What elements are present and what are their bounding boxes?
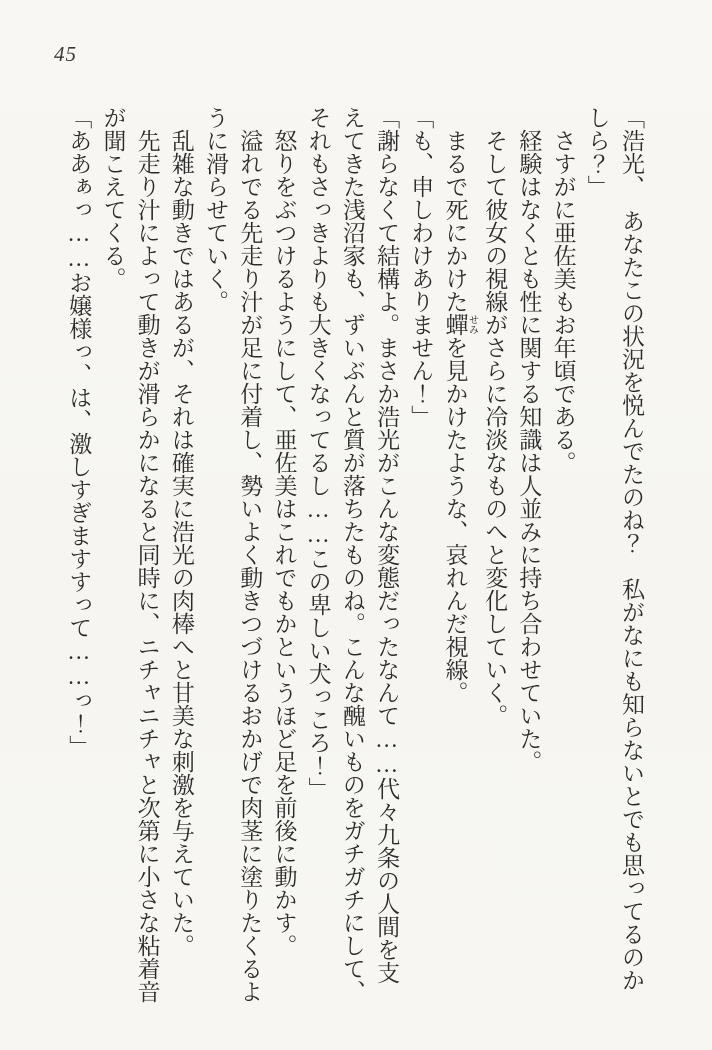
ruby-base-text: 蟬 — [442, 313, 468, 336]
ruby-before-text: まるで死にかけた — [442, 129, 468, 313]
paragraph-narrative: 溢れでる先走り汁が足に付着し、勢いよく動きつづけるおかげで肉茎に塗りたくるように滑らせていく。 — [203, 106, 263, 1003]
paragraph-narrative: 経験はなくとも性に関する知識は人並みに持ち合わせていた。 — [516, 129, 542, 773]
paragraph-dialogue: 「浩光、 あなたこの状況を悦んでたのね？ 私がなにも知らないとでも思ってるのかしら？」 — [584, 106, 644, 992]
page-number: 45 — [54, 42, 77, 66]
paragraph-narrative: 乱雑な動きではあるが、それは確実に浩光の肉棒へと甘美な刺激を与えていた。 — [168, 129, 194, 957]
text-block — [48, 106, 648, 1003]
paragraph-dialogue: 「謝らなくて結構よ。まさか浩光がこんな変態だったなんて……代々九条の人間を支えてきた浅沼家も、ずいぶんと質が落ちたものね。こんな醜いものをガチガチにして、それもさっきよりも大きくなってるし……この卑しい犬っころ！」 — [305, 106, 400, 1003]
paragraph-narrative: そして彼女の視線がさらに冷淡なものへと変化していく。 — [482, 129, 508, 727]
paragraph-narrative: 先走り汁によって動きが滑らかになると同時に、ニチャニチャと次第に小さな粘着音が聞こえてくる。 — [100, 106, 160, 1003]
ruby-furigana: せみ — [466, 313, 478, 336]
paragraph-narrative: さすがに亜佐美もお年頃である。 — [550, 129, 576, 474]
ruby-annotated-word — [442, 313, 478, 336]
paragraph-dialogue: 「も、申しわけありません！」 — [408, 106, 434, 428]
paragraph-dialogue: 「ああぁっ……お嬢様っ、は、激しすぎますすって……っ！」 — [66, 106, 92, 758]
paragraph-narrative-with-ruby — [437, 106, 477, 1003]
paragraph-narrative: 怒りをぶつけるようにして、亜佐美はこれでもかというほど足を前後に動かす。 — [271, 129, 297, 957]
ruby-after-text: を見かけたような、哀れんだ視線。 — [442, 336, 468, 704]
